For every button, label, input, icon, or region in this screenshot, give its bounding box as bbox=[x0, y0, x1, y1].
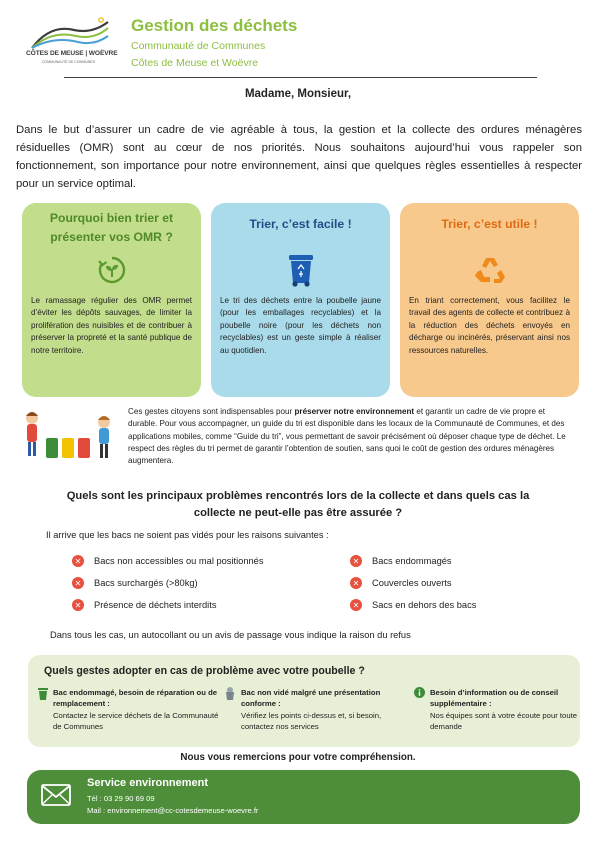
envelope-icon bbox=[41, 784, 71, 806]
cross-icon: ✕ bbox=[350, 577, 362, 589]
recycle-leaf-icon bbox=[22, 253, 201, 287]
reason-label: Présence de déchets interdits bbox=[94, 600, 217, 610]
reason-label: Bacs surchargés (>80kg) bbox=[94, 578, 198, 588]
cross-icon: ✕ bbox=[72, 577, 84, 589]
action-heading: Besoin d’information ou de conseil supplémentaire : bbox=[430, 688, 559, 709]
footer-title: Service environnement bbox=[87, 777, 209, 789]
header bbox=[0, 0, 596, 80]
reason-label: Couvercles ouverts bbox=[372, 578, 452, 588]
cross-icon: ✕ bbox=[72, 599, 84, 611]
action-heading: Bac endommagé, besoin de réparation ou de remplacement : bbox=[53, 688, 218, 709]
cases-note: Dans tous les cas, un autocollant ou un avis de passage vous indique la raison du refus bbox=[50, 630, 411, 640]
full-bin-icon bbox=[223, 687, 237, 701]
action-text bbox=[430, 687, 580, 733]
reason-item bbox=[72, 599, 216, 611]
card-title: Trier, c’est utile ! bbox=[441, 217, 538, 231]
citizen-text-emphasis: préserver notre environnement bbox=[294, 407, 415, 416]
action-description: Vérifiez les points ci-dessus et, si besoin, contactez nos services bbox=[241, 710, 382, 732]
problems-question bbox=[40, 488, 556, 522]
contact-footer bbox=[27, 770, 580, 824]
action-description: Contactez le service déchets de la Communauté de Communes bbox=[53, 710, 219, 732]
problems-question-line-1: Quels sont les principaux problèmes rencontrés lors de la collecte et dans quels cas la bbox=[66, 490, 530, 502]
info-icon bbox=[414, 687, 425, 698]
logo-hills-graphic bbox=[30, 16, 112, 50]
problems-question-line-2: collecte ne peut-elle pas être assurée ? bbox=[193, 507, 403, 519]
card-body: En triant correctement, vous facilitez le travail des agents de collecte et contribuez à la réduction des déchets envoyés en décharge ou incinérés, préservant ainsi nos ressources naturelles. bbox=[409, 296, 570, 355]
reason-item bbox=[350, 555, 452, 567]
subtitle-region: Côtes de Meuse et Woëvre bbox=[131, 57, 259, 69]
cross-icon: ✕ bbox=[350, 555, 362, 567]
action-description: Nos équipes sont à votre écoute pour toute demande bbox=[430, 710, 578, 732]
footer-phone: Tél : 03 29 90 69 09 bbox=[87, 794, 155, 803]
card-title: Pourquoi bien trier et présenter vos OMR ? bbox=[49, 211, 174, 244]
cross-icon: ✕ bbox=[350, 599, 362, 611]
actions-panel bbox=[28, 655, 580, 747]
recycle-arrows-icon bbox=[400, 253, 579, 287]
card-sorting-easy bbox=[211, 203, 390, 397]
citizen-paragraph bbox=[128, 406, 575, 467]
card-why-sort bbox=[22, 203, 201, 397]
reason-item bbox=[72, 577, 198, 589]
greeting: Madame, Monsieur, bbox=[244, 88, 352, 100]
children-bins-illustration bbox=[20, 408, 120, 464]
card-title: Trier, c’est facile ! bbox=[249, 217, 352, 231]
reason-label: Bacs endommagés bbox=[372, 556, 452, 566]
card-body: Le tri des déchets entre la poubelle jaune (pour les emballages recyclables) et la poubelle noire (pour les déchets non recyclables) est un geste simple à réaliser au quotidien. bbox=[220, 296, 381, 355]
citizen-text-end: et garantir un cadre de vie propre et durable. Pour vous accompagner, un guide du tri est disponible dans les locaux de la Communauté de Communes, et des applications mobiles, comme “Guide du tri”, vous permettant de savoir précisément où déposer chaque type de déchet. Le respect des règles du tri permet de garantir l’obtention de soutien, sans quoi le coût de gestion des ordures ménagères augmentera. bbox=[128, 407, 566, 466]
reason-label: Sacs en dehors des bacs bbox=[372, 600, 477, 610]
logo bbox=[24, 12, 116, 68]
subtitle-community: Communauté de Communes bbox=[131, 40, 266, 52]
actions-title: Quels gestes adopter en cas de problème avec votre poubelle ? bbox=[44, 665, 365, 677]
footer-email[interactable]: Mail : environnement@cc-cotesdemeuse-woevre.fr bbox=[87, 806, 259, 815]
citizen-text-start: Ces gestes citoyens sont indispensables pour bbox=[128, 407, 295, 416]
reason-item bbox=[72, 555, 264, 567]
cross-icon: ✕ bbox=[72, 555, 84, 567]
card-body: Le ramassage régulier des OMR permet d’éviter les dépôts sauvages, de limiter la prolifération des nuisibles et de contribuer à préserver la propreté et la santé publique de notre territoire. bbox=[31, 296, 192, 355]
reason-item bbox=[350, 577, 452, 589]
reason-label: Bacs non accessibles ou mal positionnés bbox=[94, 556, 264, 566]
action-text bbox=[241, 687, 401, 733]
problems-intro: Il arrive que les bacs ne soient pas vidés pour les raisons suivantes : bbox=[46, 530, 329, 540]
thanks-line: Nous vous remercions pour votre compréhension. bbox=[180, 752, 416, 763]
wheelie-bin-icon bbox=[211, 253, 390, 287]
page-title: Gestion des déchets bbox=[131, 16, 298, 35]
action-text bbox=[53, 687, 223, 733]
green-bin-icon bbox=[37, 687, 49, 701]
reason-item bbox=[350, 599, 476, 611]
card-sorting-useful bbox=[400, 203, 579, 397]
logo-text: CÔTES DE MEUSE | WOËVRE bbox=[26, 50, 118, 57]
action-heading: Bac non vidé malgré une présentation conforme : bbox=[241, 688, 381, 709]
header-divider bbox=[64, 77, 537, 78]
logo-subtext: COMMUNAUTÉ DE COMMUNES bbox=[42, 60, 96, 64]
intro-paragraph: Dans le but d’assurer un cadre de vie agréable à tous, la gestion et la collecte des ordures ménagères résiduelles (OMR) sont au cœur de nos priorités. Nous souhaitons aujourd’hui vous rappeler son fonctionnement, son importance pour notre environnement, ainsi que quelques règles essentielles à respecter pour un service optimal. bbox=[16, 124, 582, 190]
